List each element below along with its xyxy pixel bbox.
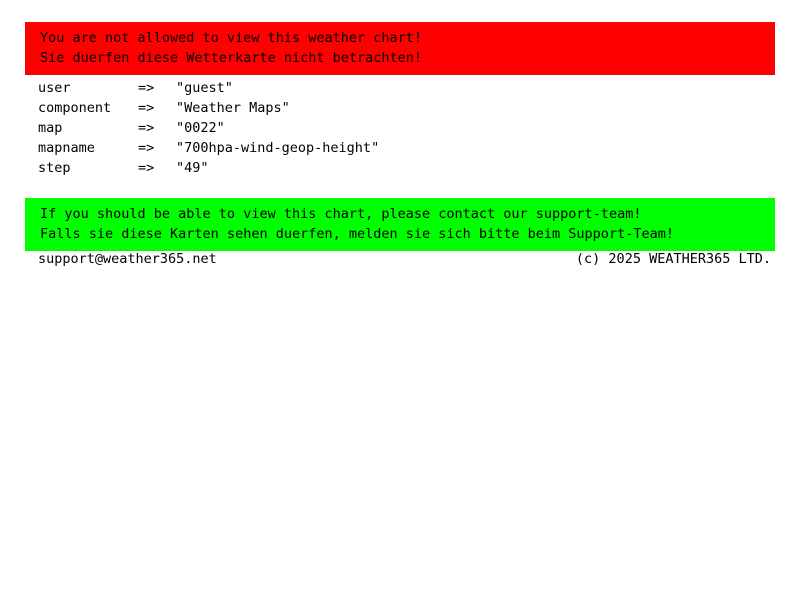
- param-arrow: =>: [138, 140, 155, 156]
- param-value: "700hpa-wind-geop-height": [176, 140, 380, 156]
- parameter-table: [38, 78, 379, 178]
- table-row: [38, 158, 379, 178]
- error-banner-line-en: You are not allowed to view this weather chart!: [40, 30, 423, 46]
- param-arrow: =>: [138, 160, 155, 176]
- param-value: "49": [176, 160, 209, 176]
- param-value: "Weather Maps": [176, 100, 290, 116]
- support-email-link[interactable]: support@weather365.net: [38, 251, 217, 267]
- param-key: component: [38, 100, 112, 116]
- error-banner-line-de: Sie duerfen diese Wetterkarte nicht betrachten!: [40, 50, 423, 66]
- info-banner: [25, 198, 775, 251]
- param-key: user: [38, 80, 71, 96]
- param-arrow: =>: [138, 120, 155, 136]
- footer: [38, 249, 771, 269]
- table-row: [38, 98, 379, 118]
- copyright-text: (c) 2025 WEATHER365 LTD.: [575, 251, 771, 267]
- param-key: map: [38, 120, 63, 136]
- param-value: "0022": [176, 120, 225, 136]
- error-banner: [25, 22, 775, 75]
- info-banner-line-en: If you should be able to view this chart, please contact our support-team!: [40, 206, 642, 222]
- table-row: [38, 78, 379, 98]
- param-value: "guest": [176, 80, 233, 96]
- param-key: step: [38, 160, 71, 176]
- table-row: [38, 138, 379, 158]
- param-arrow: =>: [138, 100, 155, 116]
- table-row: [38, 118, 379, 138]
- param-arrow: =>: [138, 80, 155, 96]
- param-key: mapname: [38, 140, 95, 156]
- info-banner-line-de: Falls sie diese Karten sehen duerfen, melden sie sich bitte beim Support-Team!: [40, 226, 674, 242]
